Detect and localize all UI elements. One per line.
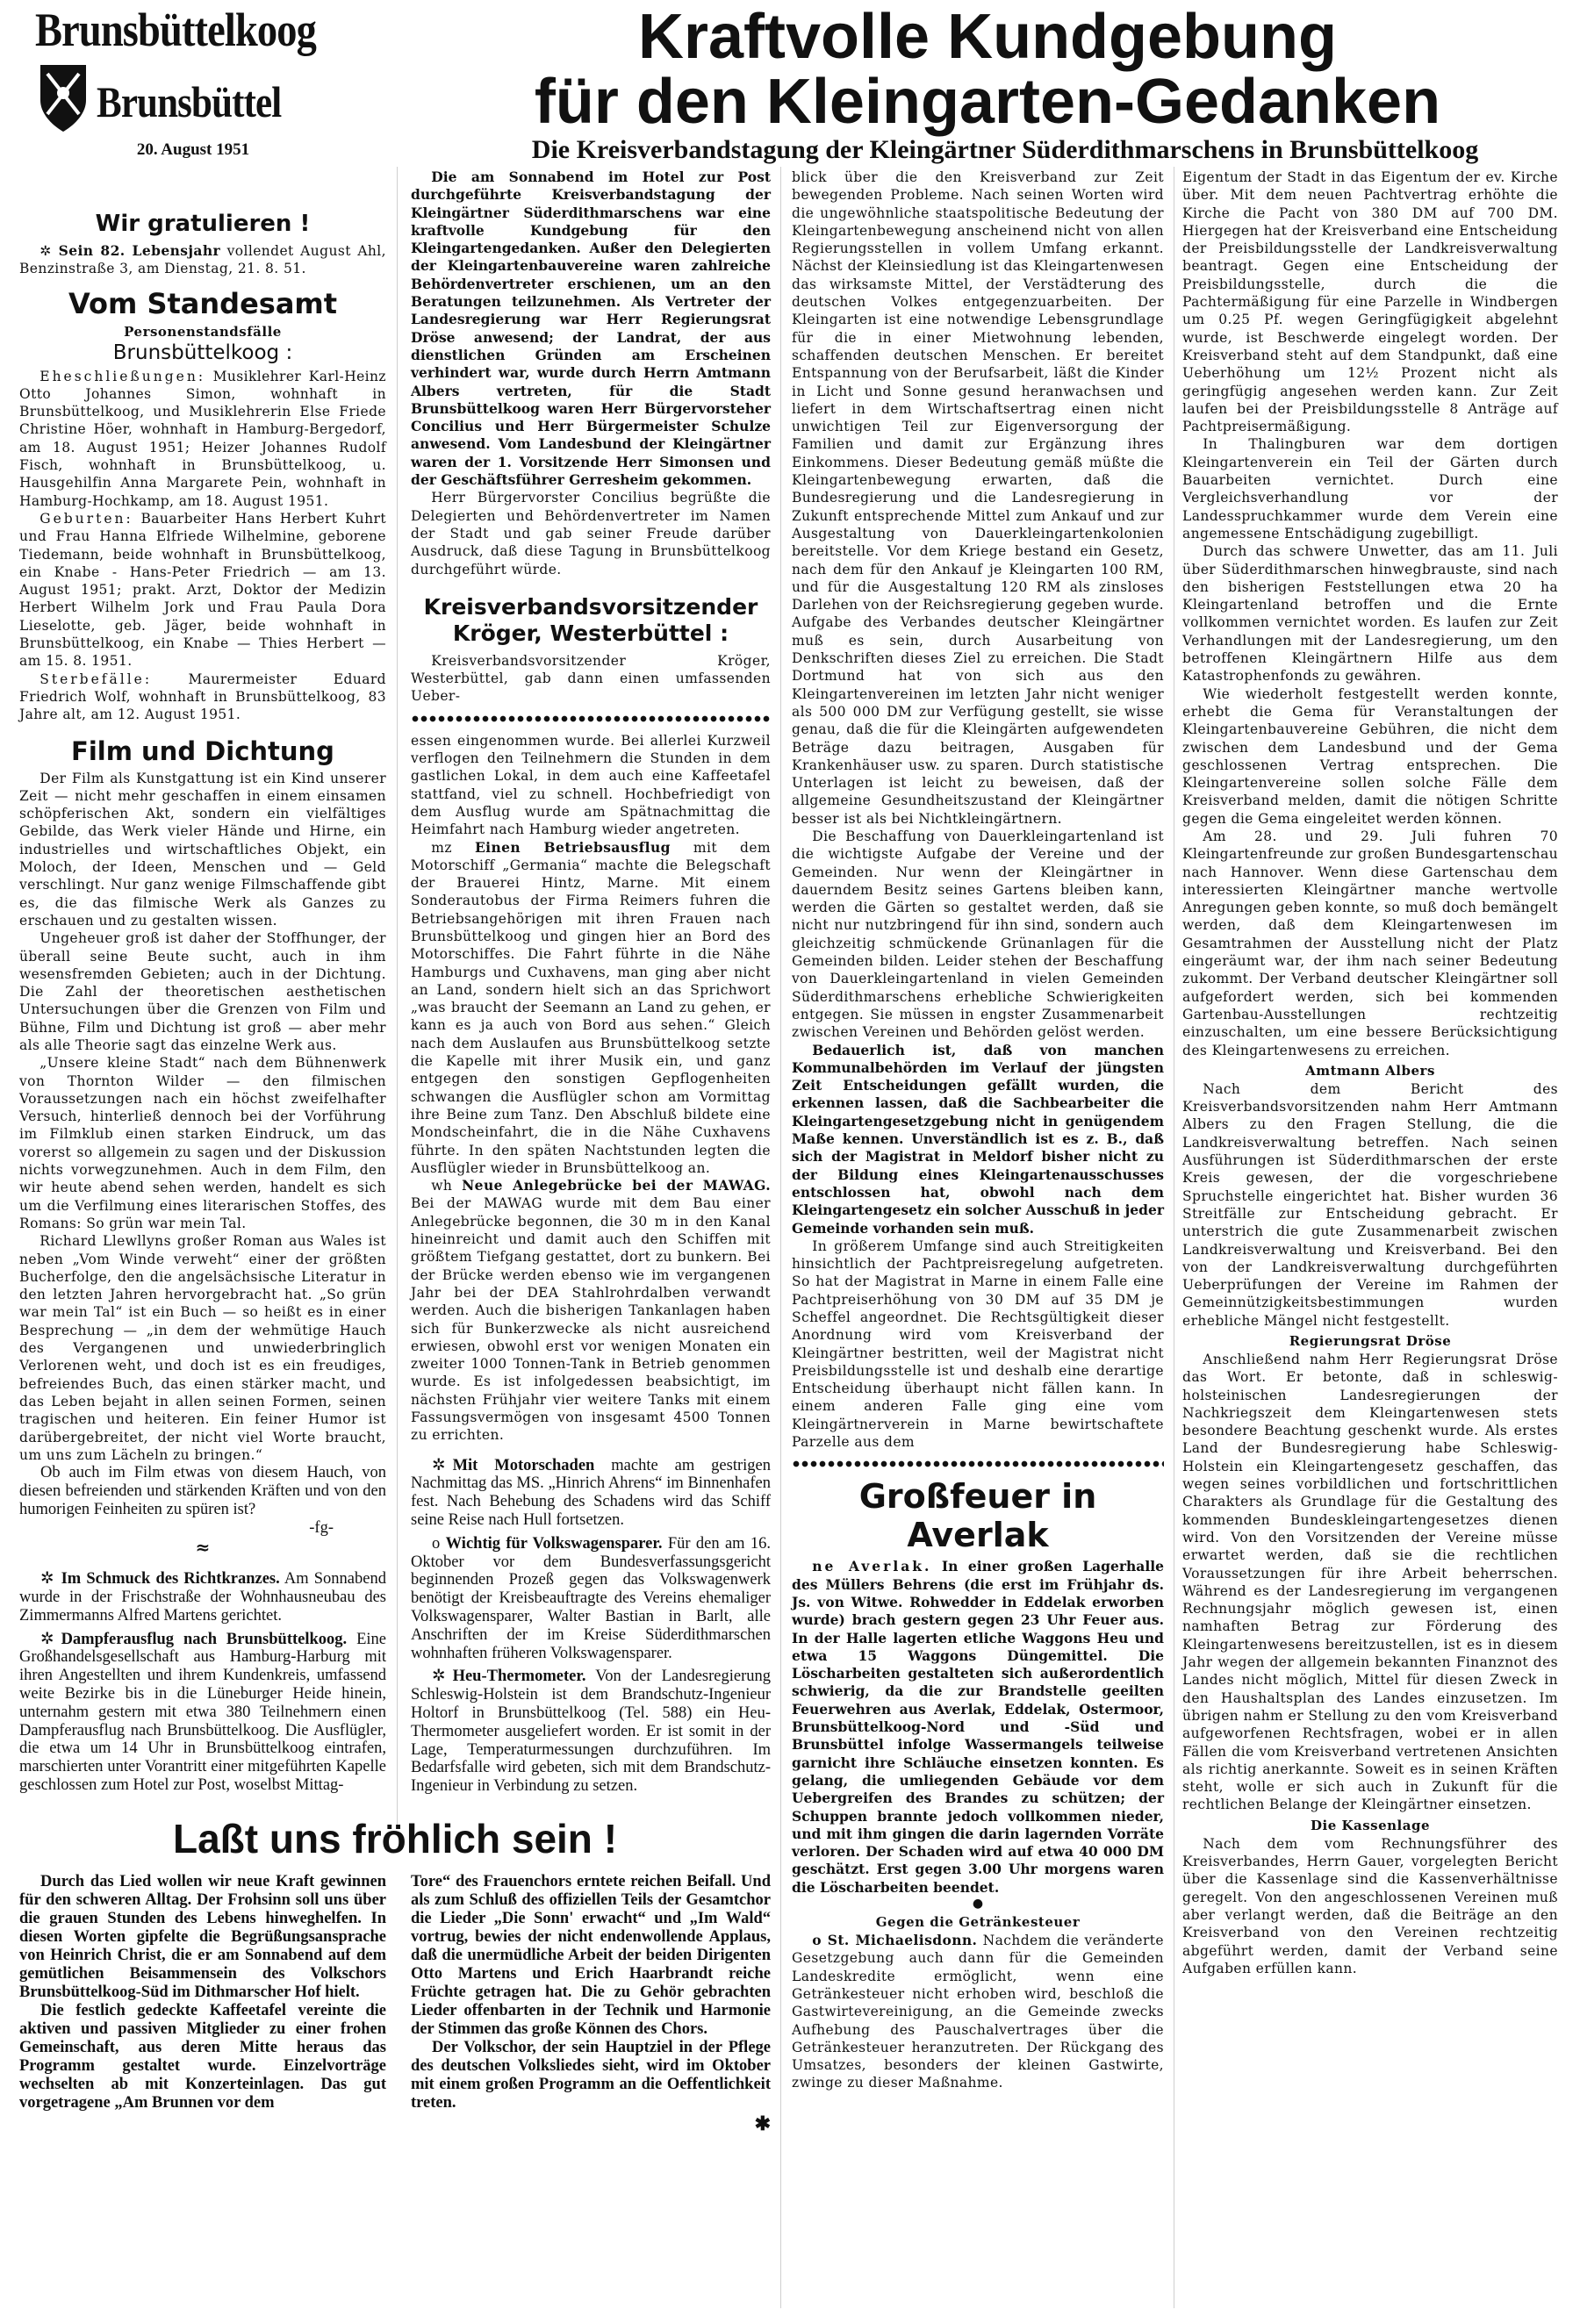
entry-label: Sterbefälle: (40, 671, 153, 687)
article-paragraph: In Thalingburen war dem dortigen Kleingartenverein ein Teil der Gärten durch Bauarbeiten vernichtet. Durch eine Vergleichsverhandlung vor der Landesspruchkammer wurde dem Verein eine angemessene Entschädigung zugebilligt. (1182, 436, 1558, 542)
crest-icon (35, 61, 91, 139)
column-1 (19, 169, 386, 1800)
entry-text: Bauarbeiter Hans Herbert Kuhrt und Frau Hanna Elfriede Wilhelmine, geborene Tiedemann, beide wohnhaft in Brunsbüttelkoog, ein Knabe - Hans-Peter Friedrich — am 13. August 1951; prakt. Arzt, Doktor der Medizin Herbert Wilhelm Jork und Frau Paula Dora Lieselotte, geb. Jäger, beide wohnhaft in Brunsbüttelkoog, ein Knabe — Thies Herbert — am 15. 8. 1951. (19, 510, 386, 670)
choir-paragraph: Der Volkschor, der sein Hauptziel in der Pflege des deutschen Volksliedes sieht, wird im Oktober mit einem großen Programm an die Oeffentlichkeit treten. (411, 2038, 771, 2112)
dateline: o St. Michaelisdonn. (812, 1932, 978, 1949)
end-mark-icon: ✱ (754, 2112, 771, 2135)
column-4 (1182, 169, 1558, 1977)
news-item (19, 1631, 386, 1795)
film-heading: Film und Dichtung (71, 735, 334, 766)
news-item (411, 1535, 771, 1663)
star-icon: ✲ Im Schmuck des Richtkranzes. (40, 1570, 280, 1588)
news-body: essen eingenommen wurde. Bei allerlei Kurzweil verflogen den Teilnehmern die Stunden in dem gastlichen Lokal, in dem auch eine Kaffeetafel stattfand, viel zu schnell. Hochbefriedigt von dem Ausflug wurde am Spätnachmittag die Heimfahrt nach Hamburg wieder angetreten. (411, 732, 771, 838)
news-body: Von der Landesregierung Schleswig-Holstein ist dem Brandschutz-Ingenieur Holtorf in Brunsbüttelkoog (Tel. 588) ein Heu-Thermometer ausgeliefert worden. Er ist somit in der Lage, Temperaturmessungen durchzuführen. Im Bedarfsfalle wird gebeten, sich mit dem Brandschutz-Ingenieur in Verbindung zu setzen. (411, 1668, 771, 1796)
star-icon: ✲ Heu-Thermometer. (432, 1668, 585, 1685)
masthead (35, 4, 386, 135)
subheading-droese: Regierungsrat Dröse (1289, 1333, 1452, 1349)
headline-subtitle: Die Kreisverbandstagung der Kleingärtner Süderdithmarschens in Brunsbüttelkoog (531, 135, 1479, 164)
article-paragraph: blick über die den Kreisverband zur Zeit bewegenden Probleme. Nach seinen Worten wird die ungewöhnliche staatspolitische Bedeutung der Kleingartenbewegung anscheinend nicht von allen Regierungsstellen in vollem Umfang erkannt. Nächst der Kleinsiedlung ist das Kleingartenwesen das wirksamste Mittel, der Verstädterung des deutschen Volkes entgegenzuarbeiten. Der Kleingarten ist eine notwendige Lebensgrundlage für die in einer Mietwohnung lebenden, schaffenden deutschen Menschen. Er bereitet Entspannung von der Berufsarbeit, läßt die Kinder in Licht und Sonne gesund heranwachsen und liefert in dem Wirtschaftsertrag einen nicht unwichtigen Teil zur Eigenversorgung der Familien und damit zur Ergänzung ihres Einkommens. Dieser Bedeutung gemäß müßte die Kleingartenbewegung erwarten, daß die Bundesregierung und die Landesregierung in Zukunft entsprechende Mittel zum Ankauf und zur Ausgestaltung von Dauerkleingartenkolonien bereitstelle. Vor dem Kriege bestand ein Gesetz, nach dem für den Ankauf je Kleingarten 100 RM, und für die Ausgestaltung 120 RM als zinsloses Darlehen von der Reichsregierung gegeben wurde. Aufgabe des Verbandes deutscher Kleingärtner muß es sein, durch Ausarbeitung von Denkschriften dieses Ziel zu erreichen. Die Stadt Dortmund hat von sich aus den Kleingartenvereinen im letzten Jahr nicht weniger als 500 000 DM zur Verfügung gestellt, sie wisse genau, daß die für die Kleingärten aufgewendeten Beträge dazu beitragen, Ausgaben für Krankenhäuser usw. zu sparen. Durch statistische Unterlagen ist leicht zu beweisen, daß der allgemeine Gesundheitszustand der Kleingärtner besser ist als bei Nichtkleingärtnern. (792, 169, 1164, 827)
dateline: ne Averlak. (812, 1558, 932, 1575)
entry-text: Musiklehrer Karl-Heinz Otto Johannes Simon, wohnhaft in Brunsbüttelkoog, und Musiklehrerin Else Friede Christine Höer, wohnhaft in Hamburg-Bergedorf, am 18. August 1951; Heizer Johannes Rudolf Fisch, wohnhaft in Brunsbüttelkoog, u. Hausgehilfin Anna Margarete Pein, wohnhaft in Hamburg-Hochkamp, am 18. August 1951. (19, 368, 386, 509)
headline-line2: für den Kleingarten-Gedanken (534, 67, 1441, 137)
local-news-col1 (19, 1570, 386, 1795)
tax-body: Nachdem die veränderte Gesetzgebung auch dann für die Gemeinden Landeskredite ermöglicht, wenn eine Getränkesteuer nicht erhoben wird, beschloß die Gastwirtevereinigung, an die Gemeinde zwecks Aufhebung des Pauschalvertrages über die Getränkesteuer heranzutreten. Der Rückgang des Umsatzes, besonders der kleinen Gastwirte, zwinge zu dieser Maßnahme. (792, 1933, 1165, 2091)
subheading-albers: Amtmann Albers (1305, 1062, 1435, 1079)
film-paragraph: „Unsere kleine Stadt“ nach dem Bühnenwerk von Thornton Wilder — den filmischen Voraussetzungen nach ein höchst zweifelhafter Versuch, hinterließ dennoch bei der Vorführung im Filmklub einen starken Eindruck, um das vorerst so allgemein zu sagen und der Diskussion nichts vorwegzunehmen. Auch in dem Film, den wir heute abend sehen werden, handelt es sich um die Verfilmung eines literarischen Stoffes, des Romans: So grün war mein Tal. (19, 1055, 386, 1231)
masthead-subtitle: Brunsbüttel (97, 77, 282, 126)
news-body: Bei der MAWAG wurde mit dem Bau einer Anlegebrücke begonnen, die 30 m in den Kanal hineinreicht und damit auch den Schiffen mit größtem Tiefgang gestattet, dort zu bunkern. Bei der Brücke werden ebenso wie im vergangenen Jahr bei der DEA Stahlrohrdalben verwandt werden. Auch die bisherigen Tankanlagen haben sich für Bunkerzwecke als nicht ausreichend erwiesen, obwohl erst vor wenigen Monaten ein zweiter 1000 Tonnen-Tank in Betrieb genommen wurde. Es ist infolgedessen beabsichtigt, im nächsten Frühjahr vier weitere Tanks mit einem Fassungsvermögen von insgesamt 4500 Tonnen zu errichten. (411, 1195, 771, 1444)
standesamt-place: Brunsbüttelkoog : (112, 341, 293, 364)
film-article (19, 736, 386, 1559)
author-signature: -fg- (309, 1518, 334, 1537)
article-paragraph: In größerem Umfange sind auch Streitigkeiten hinsichtlich der Pachtpreisregelung aufgetreten. So hat der Magistrat in Marne in einem Falle eine Pachtpreiserhöhung von 30 DM auf 35 DM je Scheffel angeordnet. Die Rechtsgültigkeit dieser Anordnung wird vom Kreisverband der Kleingärtner bestritten, weil der Magistrat nicht Preisbildungsstelle ist und deshalb eine derartige Entscheidung überhaupt nicht fällen kann. In einem anderen Falle ging eine vom Kleingärtnerverein in Marne bewirtschaftete Parzelle aus dem (792, 1237, 1164, 1451)
film-paragraph: Ungeheuer groß ist daher der Stoffhunger, der überall seine Beute sucht, auch in ihm wesensfremden Gebieten; auch in der Dichtung. Die Zahl der theoretischen aesthetischen Untersuchungen über die Grenzen von Film und Bühne, Film und Dichtung ist groß — aber mehr als alle Theorie sagt das einzelne Werk aus. (19, 930, 386, 1053)
article-paragraph: Am 28. und 29. Juli fuhren 70 Kleingartenfreunde zur großen Bundesgartenschau nach Hannover. Wenn diese Gartenschau dem interessierten Kleingärtner manche wertvolle Anregungen geben konnte, so muß doch bemängelt werden, daß dem Kleingartenwesen im Gesamtrahmen der Ausstellung nicht der Platz eingeräumt war, der ihm nach seiner Bedeutung zukommt. Der Verband deutscher Kleingärtner soll aufgefordert werden, sich bei kommenden Gartenbau-Ausstellungen rechtzeitig einzuschalten, um eine bessere Berücksichtigung des Kleingartenwesens zu erreichen. (1182, 828, 1558, 1058)
ornament: ≈ (195, 1537, 211, 1559)
article-paragraph: Herr Bürgervorster Concilius begrüßte die Delegierten und Behördenvertreter im Namen der Stadt und gab seiner Freude darüber Ausdruck, daß diese Tagung in Brunsbüttelkoog durchgeführt würde. (411, 490, 771, 577)
gratulieren-body: vollendet August Ahl, Benzinstraße 3, am Dienstag, 21. 8. 51. (19, 243, 386, 277)
news-item (411, 1177, 771, 1444)
column-3 (792, 169, 1164, 2092)
dotted-divider (411, 714, 771, 723)
entry-text: Maurermeister Eduard Friedrich Wolf, wohnhaft in Brunsbüttelkoog, 83 Jahre alt, am 12. August 1951. (19, 671, 386, 723)
choir-paragraph: Tore“ des Frauenchors erntete reichen Beifall. Und als zum Schluß des offiziellen Teils der Gesamtchor die Lieder „Die Sonn' erwacht“ und „Im Wald“ vortrug, bewies der nicht endenwollende Applaus, daß die unermüdliche Arbeit der beiden Dirigenten Otto Martens und Erich Haarbrandt reiche Früchte getragen hat. Die zu Gehör gebrachten Lieder offenbarten in der Technik und Harmonie der Stimmen das große Können des Chors. (411, 1872, 771, 2038)
article-paragraph-emphasis: Bedauerlich ist, daß von manchen Kommunalbehörden im Verlauf der jüngsten Zeit Entscheidungen gefällt wurden, die erkennen lassen, daß die Sachbearbeiter die Kleingartengesetzgebung nicht in genügendem Maße kennen. Unverständlich ist es z. B., daß sich der Magistrat in Meldorf bisher nicht zu der Bildung eines Kleingartenausschusses entschlossen hat, obwohl nach dem Kleingartengesetz ein solcher Ausschuß in jeder Gemeinde vorhanden sein muß. (792, 1041, 1164, 1237)
tax-text (792, 1932, 1164, 2092)
article-paragraph: Wie wiederholt festgestellt werden konnte, erhebt die Gema für Veranstaltungen der Kleingartenbauvereine Gebühren, die nicht dem zwischen dem Landesbund und der Gema geschlossenen Vertrag entsprechen. Die Kleingartenvereine sollen solche Fälle dem Kreisverband melden, damit die nötigen Schritte gegen die Gema eingeleitet werden können. (1182, 685, 1558, 827)
news-body: mit dem Motorschiff „Germania“ machte die Belegschaft der Brauerei Hintz, Marne. Mit einem Sonderautobus der Firma Reimers fuhren die Betriebsangehörigen mit ihren Frauen nach Brunsbüttelkoog und gingen hier an Bord des Motorschiffes. Die Fahrt führte in die Nähe Hamburgs und Cuxhavens, man ging aber nicht an Land, sondern hielt sich an das Sprichwort „was braucht der Seemann an Land zu gehen, er kann es ja auch von Bord aus sehen.“ Gleich nach dem Auslaufen aus Brunsbüttelkoog setzte die Kapelle mit ihrer Musik ein, und ganz entgegen den sonstigen Gepflogenheiten schwangen die Ausflügler schon am Vormittag ihre Beine zum Tanz. Den Abschluß bildete eine Mondscheinfahrt, die in die Nähe Cuxhavens führte. In den späten Nachtstunden legten die Ausflügler wieder in Brunsbüttelkoog an. (411, 839, 771, 1176)
standesamt-sub: Personenstandsfälle (124, 323, 282, 340)
article-paragraph: Kreisverbandsvorsitzender Kröger, Westerbüttel, gab dann einen umfassenden Ueber- (411, 652, 771, 705)
film-paragraph: Der Film als Kunstgattung ist ein Kind unserer Zeit — nicht mehr geschaffen in einem einsamen schöpferischen Akt, sondern ein vielfältiges Gebilde, das Werk vieler Hände und Hirne, ein industrielles und wirtschaftliches Objekt, ein Moloch, der Ideen, Menschen und — Geld verschlingt. Nur ganz wenige Filmschaffende gibt es, die das filmische Werk als Ganzes zu erschauen und zu gestalten wissen. (19, 770, 386, 929)
article-paragraph: Anschließend nahm Herr Regierungsrat Dröse das Wort. Er betonte, daß in schleswig-holsteinischen Landesregierungen der Nachkriegszeit dem Kleingartenwesen stets besondere Beachtung geschenkt wurde. Als erstes Land der Bundesregierung habe Schleswig-Holstein ein Kleingartengesetz geschaffen, das wegen seines vorbildlichen und fortschrittlichen Charakters als Grundlage für die Gestaltung des kommenden Bundeskleingartengesetzes dienen wird. Von den Vorsitzenden der Vereine müsse erwartet werden, daß sie die rechtlichen Voraussetzungen für ihre Arbeit beherrschen. Während es der Landesregierung im vergangenen Rechnungsjahr möglich gewesen ist, einen namhaften Betrag zur Förderung des Kleingartenwesens bereitzustellen, ist es in diesem Jahr wegen der allgemein bekannten Finanznot des Landes nicht möglich, Mittel für diesen Zweck in den Haushaltsplan des Landes einzusetzen. Im übrigen nahm er Stellung zu den vom Kreisverband aufgeworfenen Rechtsfragen, wobei er in allen Fällen die vom Kreisverband vertretenen Ansichten als richtig anerkannte. Soweit es in seinen Kräften steht, wolle er sich auch in Zukunft für die rechtlichen Belange der Kleingärtner einsetzen. (1182, 1352, 1558, 1813)
news-item (19, 1570, 386, 1625)
choir-column-right (411, 1873, 771, 2135)
news-prefix: o (432, 1534, 446, 1553)
fire-text (792, 1558, 1164, 1897)
fire-body: In einer großen Lagerhalle des Müllers Behrens (die erst im Frühjahr ds. Js. von Witwe. Rohwedder in Eddelak erworben wurde) brach gestern gegen 23 Uhr Feuer aus. In der Halle lagerten etliche Waggons Heu und etwa 15 Waggons Düngemittel. Die Löscharbeiten gestalteten sich außerordentlich schwierig, da die zur Brandstelle geeilten Feuerwehren aus Averlak, Eddelak, Ostermoor, Brunsbüttelkoog-Nord und -Süd und Brunsbüttel infolge Wassermangels teilweise garnicht ihre Schläuche einsetzen konnten. Es gelang, die umliegenden Gebäude vor dem Uebergreifen des Brandes zu schützen; der Schuppen brannte jedoch vollkommen nieder, und mit ihm gingen die darin lagernden Vorräte verloren. Der Schaden wird auf etwa 40 000 DM geschätzt. Erst gegen 3.00 Uhr morgens waren die Löscharbeiten beendet. (792, 1558, 1164, 1896)
column-rule (780, 167, 781, 2308)
masthead-title: Brunsbüttelkoog (35, 4, 317, 56)
choir-paragraph: Durch das Lied wollen wir neue Kraft gewinnen für den schweren Alltag. Der Frohsinn soll uns über die grauen Stunden des Lebens hinweghelfen. In diesen Worten gipfelte die Begrüßungsansprache von Heinrich Christ, die er am Sonnabend auf dem gemütlichen Beisammensein des Volkschors Brunsbüttelkoog-Süd im Dithmarscher Hof hielt. (19, 1872, 386, 2001)
choir-paragraph: Die festlich gedeckte Kaffeetafel vereinte die aktiven und passiven Mitglieder zu einer frohen Gemeinschaft, aus deren Mitte heraus das Programm gestaltet wurde. Einzelvorträge wechselten ab mit Konzerteinlagen. Das gut vorgetragene „Am Brunnen vor dem (19, 2001, 386, 2112)
news-lead: Einen Betriebsausflug (474, 838, 671, 856)
standesamt-entry (19, 510, 386, 671)
article-paragraph: Nach dem Bericht des Kreisverbandsvorsitzenden nahm Herr Amtmann Albers zu den Fragen Stellung, die die Landkreisverwaltung betreffen. Nach seinen Ausführungen ist Süderdithmarschen der erste Kreis gewesen, der die vorgeschriebene Spruchstelle eingerichtet hat. Bisher wurden 36 Streitfälle zur Entscheidung gebracht. Er unterstrich die gute Zusammenarbeit zwischen Landkreisverwaltung und Kreisverband. Bei den von der Landkreisverwaltung durchgeführten Ueberprüfungen der Vereine im Rahmen der Gemeinnützigkeitsbestimmungen wurden erhebliche Mängel nicht festgestellt. (1182, 1080, 1558, 1329)
news-item (411, 1457, 771, 1530)
local-news-col2-lower (411, 1457, 771, 1796)
choir-column-left (19, 1873, 386, 2112)
news-body: Am Sonnabend wurde in der Frischstraße der Wohnhausneubau des Zimmermanns Alfred Martens gerichtet. (19, 1570, 386, 1625)
news-item (411, 1668, 771, 1796)
left-half (19, 169, 771, 2135)
choir-heading: Laßt uns fröhlich sein ! (172, 1815, 618, 1861)
star-icon: ✲ Dampferausflug nach Brunsbüttelkoog. (40, 1631, 347, 1648)
article-paragraph: Durch das schwere Unwetter, das am 11. Juli über Süderdithmarschen hinwegbrauste, sind nach den bisherigen Feststellungen etwa 20 ha Kleingartenland betroffen und die Ernte vollkommen vernichtet worden. Es laufen zur Zeit Verhandlungen mit der Landesregierung, um den betroffenen Kleingärtnern Hilfe aus dem Katastrophenfonds zu gewähren. (1182, 543, 1558, 685)
film-paragraph: Richard Llewllyns großer Roman aus Wales ist neben „Vom Winde verweht“ einer der größten Bucherfolge, den die angelsächsische Literatur in den letzten Jahren hervorgebracht hat. „So grün war mein Tal“ ist ein Buch — so heißt es in einer Besprechung — „in dem der wehmütige Hauch des Vergangenen und unwiederbringlich Verlorenen weht, und doch ist es ein freudiges, befreiendes Buch, das einen stärker macht, und das Leben bejaht in allen seinen Formen, seinen tragischen und heiteren. Ein feiner Humor ist darübergebreitet, der nicht viel Worte braucht, um uns zum Lächeln zu bringen.“ (19, 1233, 386, 1463)
entry-label: Eheschließungen: (40, 368, 206, 384)
fire-heading: Großfeuer in Averlak (858, 1477, 1097, 1555)
issue-date: 20. August 1951 (136, 140, 250, 159)
choir-columns (19, 1873, 771, 2135)
gratulieren-heading: Wir gratulieren ! (95, 211, 311, 237)
standesamt-heading: Vom Standesamt (68, 286, 338, 320)
article-paragraph: Die Beschaffung von Dauerkleingartenland ist die wichtigste Aufgabe der Vereine und der Gemeinden. Nur wenn der Kleingärtner in dauerndem Besitz seines Gartens bleiben kann, werden die Gärten so gestaltet werden, daß sie nicht nur nutzbringend für ihn sind, sondern auch gleichzeitig schmückende Grünanlagen für die Gemeinden bilden. Leider stehen der Beschaffung von Dauerkleingartenland in vielen Gemeinden Süderdithmarschens erhebliche Schwierigkeiten entgegen. Sie müssen in engster Zusammenarbeit zwischen Vereinen und Behörden gelöst werden. (792, 828, 1164, 1041)
news-prefix: wh (431, 1178, 463, 1194)
standesamt-entry (19, 671, 386, 724)
article-paragraph: Eigentum der Stadt in das Eigentum der ev. Kirche über. Mit dem neuen Pachtvertrag erhöhte die Kirche die Pacht von 380 DM auf 700 DM. Hiergegen hat der Kreisverband eine Entscheidung der Preisbildungsstelle der Landkreisverwaltung beantragt. Gegen eine Entscheidung der Preisbildungsstelle, durch die die Pachtermäßigung für eine Parzelle in Windbergen um 0.25 Pf. wegen Geringfügigkeit abgelehnt wurde, ist Beschwerde eingelegt worden. Der Kreisverband steht auf dem Standpunkt, daß eine Ueberhöhung um 12½ Prozent nicht als geringfügig angesehen werden kann. Zur Zeit laufen bei der Preisbildungsstelle 8 Anträge auf Pachtpreisermäßigung. (1182, 169, 1558, 435)
news-lead: Neue Anlegebrücke bei der MAWAG. (462, 1177, 771, 1194)
news-item (411, 839, 771, 1178)
tax-heading: Gegen die Getränkesteuer (875, 1914, 1081, 1931)
bullet-icon: ● (972, 1897, 984, 1912)
news-prefix: mz (431, 839, 475, 856)
columns-1-2 (19, 169, 771, 1801)
news-lead: Wichtig für Volkswagensparer. (445, 1534, 663, 1553)
column-2 (411, 169, 771, 1801)
section-heading-kroeger: Kreisverbandsvorsitzender Kröger, Westerbüttel : (423, 593, 758, 646)
gratulieren-text (19, 242, 386, 278)
dotted-divider (792, 1460, 1164, 1468)
star-icon: ✲ Sein 82. Lebensjahr (40, 242, 220, 259)
star-icon: ✲ Mit Motorschaden (432, 1457, 594, 1474)
fire-article (792, 1477, 1164, 2091)
news-body: Eine Großhandelsgesellschaft aus Hamburg-Harburg mit ihren Angestellten und ihrem Kundenkreis, umfassend weite Bezirke bis in die Lüneburger Heide hinein, unternahm gestern mit etwa 380 Teilnehmern einen Dampferausflug nach Brunsbüttelkoog. Die Ausflügler, die etwa um 14 Uhr in Brunsbüttelkoog eintrafen, marschierten unter Vorantritt einer mitgeführten Kapelle geschlossen zum Hotel zur Post, woselbst Mittag- (19, 1630, 386, 1795)
headline-line1: Kraftvolle Kundgebung (638, 2, 1337, 72)
standesamt-entry (19, 368, 386, 510)
news-body: Für den am 16. Oktober vor dem Bundesverfassungsgericht beginnenden Prozeß gegen das Volkswagenwerk benötigt der Kreisbeauftragte des Vereins ehemaliger Volkswagensparer, Walter Bastian in Barlt, alle Anschriften der im Kreise Süderdithmarschen wohnhaften früheren Volkswagensparer. (411, 1534, 772, 1662)
subheading-kassenlage: Die Kassenlage (1310, 1817, 1431, 1833)
article-paragraph: Nach dem vom Rechnungsführer des Kreisverbandes, Herrn Gauer, vorgelegten Bericht über die Kassenlage sind die Kassenverhältnisse geregelt. Von den angeschlossenen Vereinen muß aber verlangt werden, daß die Beiträge an den Kreisverband von den Vereinen rechtzeitig abgeführt werden, damit der Verband seine Aufgaben erfüllen kann. (1182, 1835, 1558, 1976)
article-lead: Die am Sonnabend im Hotel zur Post durchgeführte Kreisverbandstagung der Kleingärtner Süderdithmarschens war eine kraftvolle Kundgebung für den Kleingartengedanken. Außer den Delegierten der Kleingartenbauvereine waren zahlreiche Behördenvertreter erschienen, um an den Beratungen teilzunehmen. Als Vertreter der Landesregierung war Herr Regierungsrat Dröse anwesend; der Landrat, der aus dienstlichen Gründen am Erscheinen verhindert war, wurde durch Herrn Amtmann Albers vertreten, für die Stadt Brunsbüttelkoog waren Herr Bürgervorsteher Concilius und Herr Bürgermeister Schulze anwesend. Vom Landesbund der Kleingärtner waren der 1. Vorsitzende Herr Simonsen und der Geschäftsführer Gerresheim gekommen. (411, 169, 771, 489)
news-body: machte am gestrigen Nachmittag das MS. „Hinrich Ahrens“ im Binnenhafen fest. Nach Behebung des Schadens wird das Schiff seine Reise nach Hull fortsetzen. (411, 1456, 771, 1529)
entry-label: Geburten: (40, 510, 133, 527)
film-paragraph: Ob auch im Film etwas von diesem Hauch, von diesen befreienden und stärkenden Kräften und von den humorigen Feinheiten zu spüren ist? (19, 1464, 386, 1518)
